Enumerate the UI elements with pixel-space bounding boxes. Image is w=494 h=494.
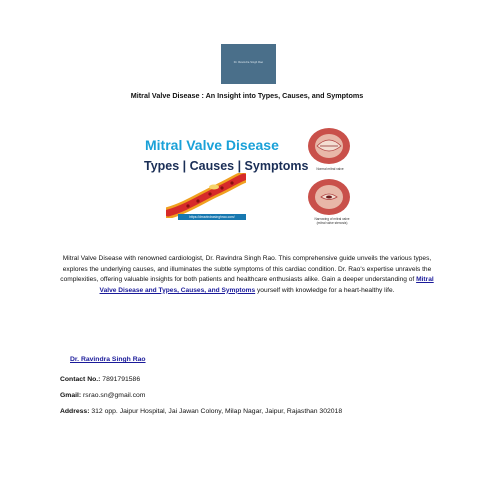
banner-image xyxy=(130,121,364,229)
intro-paragraph xyxy=(60,254,434,296)
banner-title: Mitral Valve Disease xyxy=(145,137,279,153)
gmail-line xyxy=(60,392,145,399)
document-title: Mitral Valve Disease : An Insight into Types, Causes, and Symptoms xyxy=(130,91,364,100)
address-line xyxy=(60,408,342,415)
outro-text: yourself with knowledge for a heart-healthy life. xyxy=(255,286,395,294)
caption-stenosis-valve: Narrowing of mitral valve (mitral valve stenosis) xyxy=(314,217,350,225)
mitral-valve-link[interactable]: Mitral Valve Disease and Types, Causes, and Symptoms xyxy=(99,276,434,294)
contact-value: 7891791586 xyxy=(100,376,141,383)
address-label: Address: xyxy=(60,408,90,415)
header-logo xyxy=(221,44,276,84)
artery-illustration xyxy=(166,173,246,218)
intro-text: Mitral Valve Disease with renowned cardiologist, Dr. Ravindra Singh Rao. This comprehensive guide unveils the various types, explores the underlying causes, and illuminates the subtle symptoms of this cardiac condition. Dr. Rao's expertise unravels the complexities, offering valuable insights for both patients and healthcare enthusiasts alike. Gain a deeper understanding of xyxy=(60,255,432,284)
contact-number-line xyxy=(60,376,140,383)
caption-normal-valve: Normal mitral valve xyxy=(316,167,344,171)
gmail-value: rsrao.sn@gmail.com xyxy=(81,392,146,399)
gmail-label: Gmail: xyxy=(60,392,82,399)
stenosis-valve-illustration xyxy=(306,177,352,217)
normal-valve-illustration xyxy=(306,126,352,166)
address-value: 312 opp. Jaipur Hospital, Jai Jawan Colony, Milap Nagar, Jaipur, Rajasthan 302018 xyxy=(89,408,343,415)
logo-text: Dr. Ravindra Singh Rao xyxy=(233,61,264,64)
banner-url: https://drravindrasinghrao.com/ xyxy=(178,214,246,220)
doctor-name-link[interactable]: Dr. Ravindra Singh Rao xyxy=(70,356,146,363)
contact-label: Contact No.: xyxy=(60,376,101,383)
banner-subtitle: Types | Causes | Symptoms xyxy=(144,159,309,173)
